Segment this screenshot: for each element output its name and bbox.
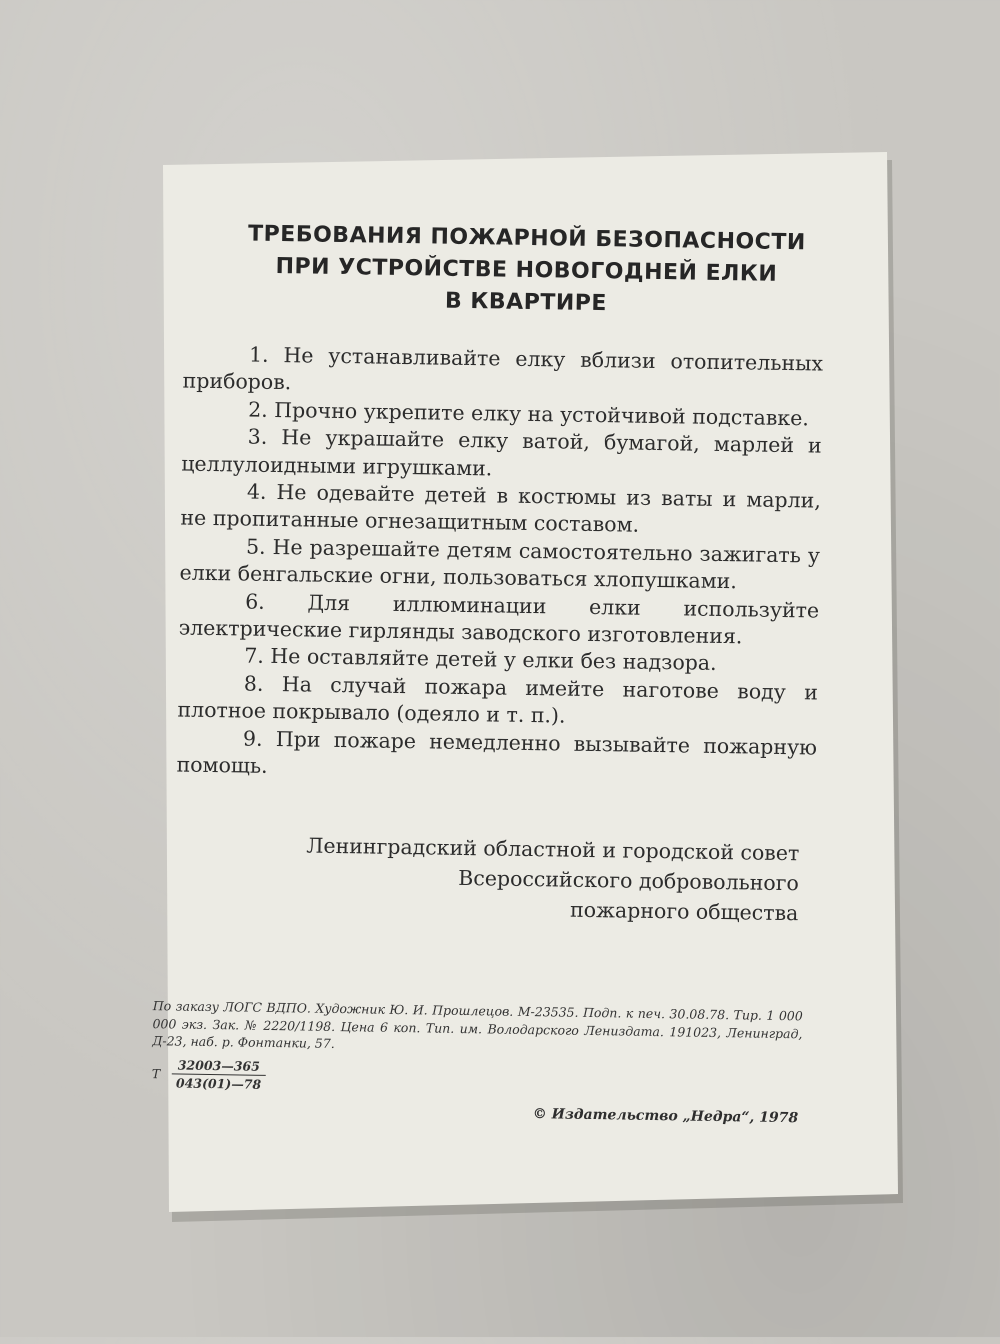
catalog-code-denominator: 043(01)—78 <box>175 1075 262 1092</box>
rule-item-7: 7. Не оставляйте детей у елки без надзора. <box>244 643 717 676</box>
catalog-code-fraction <box>172 1057 266 1091</box>
rule-item-2: 2. Прочно укрепите елку на устойчивой подставке. <box>248 397 810 431</box>
rule-item-9: 9. При пожаре немедленно вызывайте пожарную помощь. <box>176 726 818 778</box>
rule-item-5: 5. Не разрешайте детям самостоятельно зажигать у елки бенгальские огни, пользоваться хлопушками. <box>179 534 821 594</box>
rule-item-3: 3. Не украшайте елку ватой, бумагой, марлей и целлулоидными игрушками. <box>181 424 822 481</box>
rule-item-4: 4. Не одевайте детей в костюмы из ваты и марли, не пропитанные огнезащитным составом. <box>180 479 822 538</box>
issuer-line-3: пожарного общества <box>569 897 799 926</box>
title-line-3: В КВАРТИРЕ <box>444 288 608 317</box>
issuer-signature <box>174 828 799 928</box>
catalog-code-numerator: 32003—365 <box>172 1057 265 1075</box>
print-imprint: По заказу ЛОГС ВДПО. Художник Ю. И. Прошлецов. М-23535. Подп. к печ. 30.08.78. Тир. 1 000 000 экз. Зак. № 2220/1198. Цена 6 коп. Тип. им. Володарского Лениздата. 191023, Ленинград, Д-23, наб. р. Фонтанки, 57. <box>152 998 803 1051</box>
rule-item-6: 6. Для иллюминации елки используйте электрические гирлянды заводского изготовления. <box>178 589 820 649</box>
rule-item-8: 8. На случай пожара имейте наготове воду и плотное покрывало (одеяло и т. п.). <box>177 671 819 728</box>
rule-item-1: 1. Не устанавливайте елку вблизи отопительных приборов. <box>182 342 824 395</box>
issuer-line-1: Ленинградский областной и городской совет <box>306 833 800 866</box>
issuer-line-2: Всероссийского добровольного <box>458 865 800 896</box>
title-line-2: ПРИ УСТРОЙСТВЕ НОВОГОДНЕЙ ЕЛКИ <box>275 253 778 287</box>
title-line-1: ТРЕБОВАНИЯ ПОЖАРНОЙ БЕЗОПАСНОСТИ <box>247 221 806 256</box>
catalog-code-letter: Т <box>151 1066 161 1082</box>
catalog-code <box>152 1057 266 1092</box>
publisher-copyright: © Издательство „Недра“, 1978 <box>532 1106 799 1127</box>
rules-list <box>176 341 823 789</box>
